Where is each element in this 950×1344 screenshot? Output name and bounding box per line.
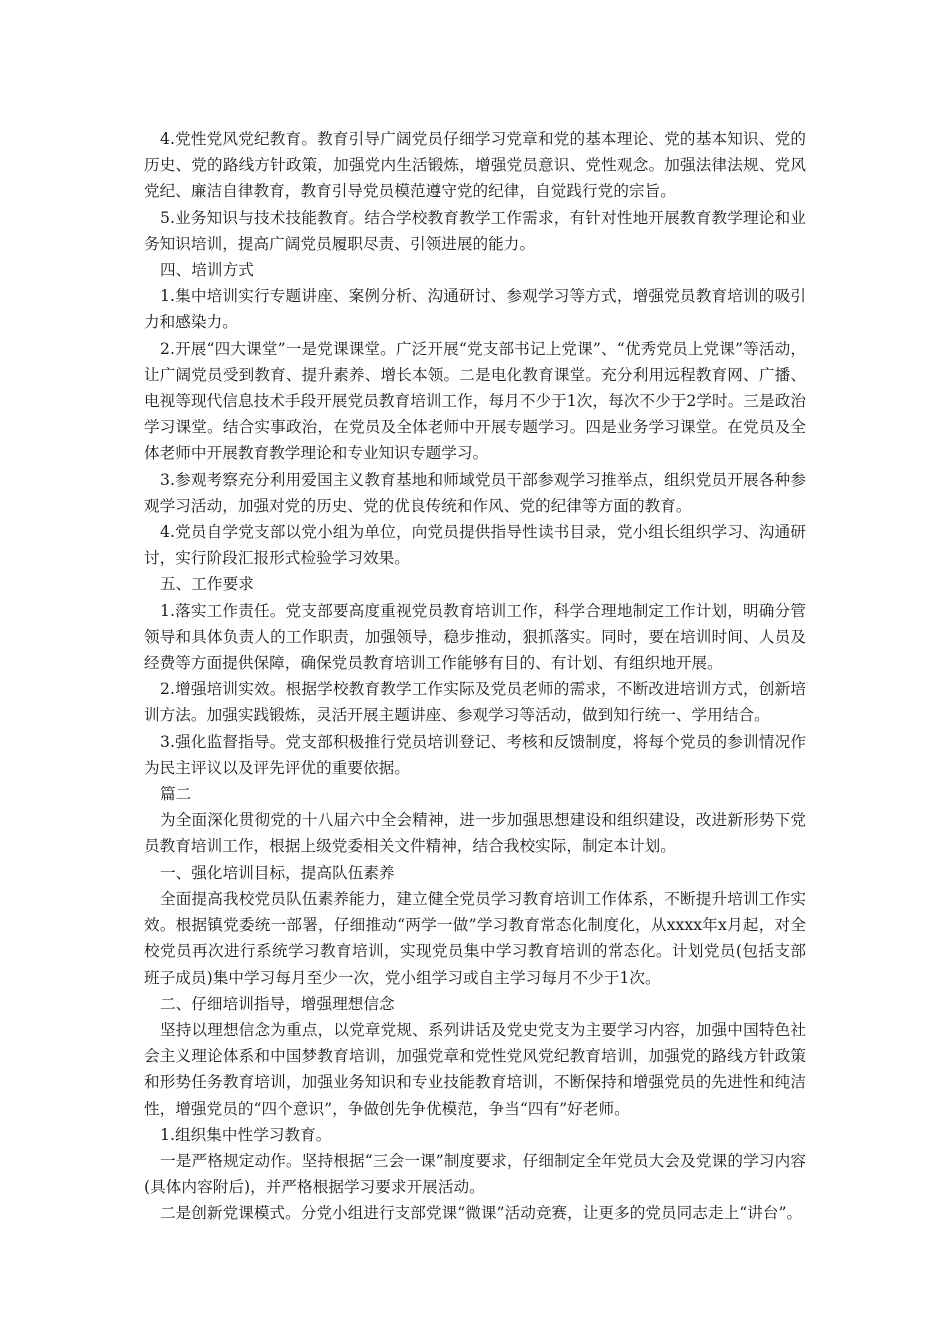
paragraph: 坚持以理想信念为重点，以党章党规、系列讲话及党史党支为主要学习内容，加强中国特色社会主义理论体系和中国梦教育培训，加强党章和党性党风党纪教育培训，加强党的路线方针政策和形势任务教育培训，加强业务知识和专业技能教育培训，不断保持和增强党员的先进性和纯洁性，增强党员的“四个意识”，争做创先争优模范，争当“四有”好老师。 [144,1020,806,1118]
paragraph: 2.开展“四大课堂”一是党课课堂。广泛开展“党支部书记上党课”、“优秀党员上党课”等活动，让广阔党员受到教育、提升素养、增长本领。二是电化教育课堂。充分利用远程教育网、广播、电视等现代信息技术手段开展党员教育培训工作，每月不少于1次，每次不少于2学时。三是政治学习课堂。结合实事政治，在党员及全体老师中开展专题学习。四是业务学习课堂。在党员及全体老师中开展教育教学理论和专业知识专题学习。 [144,339,806,463]
section-heading: 二、仔细培训指导，增强理想信念 [160,994,395,1013]
paragraph: 4.党性党风党纪教育。教育引导广阔党员仔细学习党章和党的基本理论、党的基本知识、党的历史、党的路线方针政策，加强党内生活锻炼，增强党员意识、党性观念。加强法律法规、党风党纪、廉洁自律教育，教育引导党员模范遵守党的纪律，自觉践行党的宗旨。 [144,130,806,201]
paragraph: 3.强化监督指导。党支部积极推行党员培训登记、考核和反馈制度，将每个党员的参训情况作为民主评议以及评先评优的重要依据。 [144,732,806,777]
document-body [144,126,806,1227]
paragraph: 4.党员自学党支部以党小组为单位，向党员提供指导性读书目录，党小组长组织学习、沟通研讨，实行阶段汇报形式检验学习效果。 [144,523,806,568]
paragraph: 1.集中培训实行专题讲座、案例分析、沟通研讨、参观学习等方式，增强党员教育培训的吸引力和感染力。 [144,287,806,332]
section-heading: 五、工作要求 [160,575,254,594]
paragraph: 全面提高我校党员队伍素养能力，建立健全党员学习教育培训工作体系，不断提升培训工作实效。根据镇党委统一部署，仔细推动“两学一做”学习教育常态化制度化，从xxxx年x月起，对全校党员再次进行系统学习教育培训，实现党员集中学习教育培训的常态化。计划党员(包括支部班子成员)集中学习每月至少一次，党小组学习或自主学习每月不少于1次。 [144,889,806,987]
paragraph: 为全面深化贯彻党的十八届六中全会精神，进一步加强思想建设和组织建设，改进新形势下党员教育培训工作，根据上级党委相关文件精神，结合我校实际，制定本计划。 [144,811,806,856]
section-heading: 一、强化培训目标，提高队伍素养 [160,863,395,882]
paragraph: 5.业务知识与技术技能教育。结合学校教育教学工作需求，有针对性地开展教育教学理论和业务知识培训，提高广阔党员履职尽责、引领进展的能力。 [144,208,806,253]
part-heading: 篇二 [160,785,192,804]
paragraph: 1.落实工作责任。党支部要高度重视党员教育培训工作，科学合理地制定工作计划，明确分管领导和具体负责人的工作职责，加强领导，稳步推动，狠抓落实。同时，要在培训时间、人员及经费等方面提供保障，确保党员教育培训工作能够有目的、有计划、有组织地开展。 [144,601,806,673]
paragraph: 3.参观考察充分利用爱国主义教育基地和师域党员干部参观学习推举点，组织党员开展各种参观学习活动，加强对党的历史、党的优良传统和作风、党的纪律等方面的教育。 [144,470,806,515]
subsection-heading: 1.组织集中性学习教育。 [160,1125,332,1144]
paragraph: 一是严格规定动作。坚持根据“三会一课”制度要求，仔细制定全年党员大会及党课的学习内容(具体内容附后)，并严格根据学习要求开展活动。 [144,1151,806,1197]
paragraph: 2.增强培训实效。根据学校教育教学工作实际及党员老师的需求，不断改进培训方式，创新培训方法。加强实践锻炼，灵活开展主题讲座、参观学习等活动，做到知行统一、学用结合。 [144,680,806,725]
section-heading: 四、培训方式 [160,261,254,280]
paragraph: 二是创新党课模式。分党小组进行支部党课“微课”活动竞赛，让更多的党员同志走上“讲台”。 [160,1204,803,1223]
